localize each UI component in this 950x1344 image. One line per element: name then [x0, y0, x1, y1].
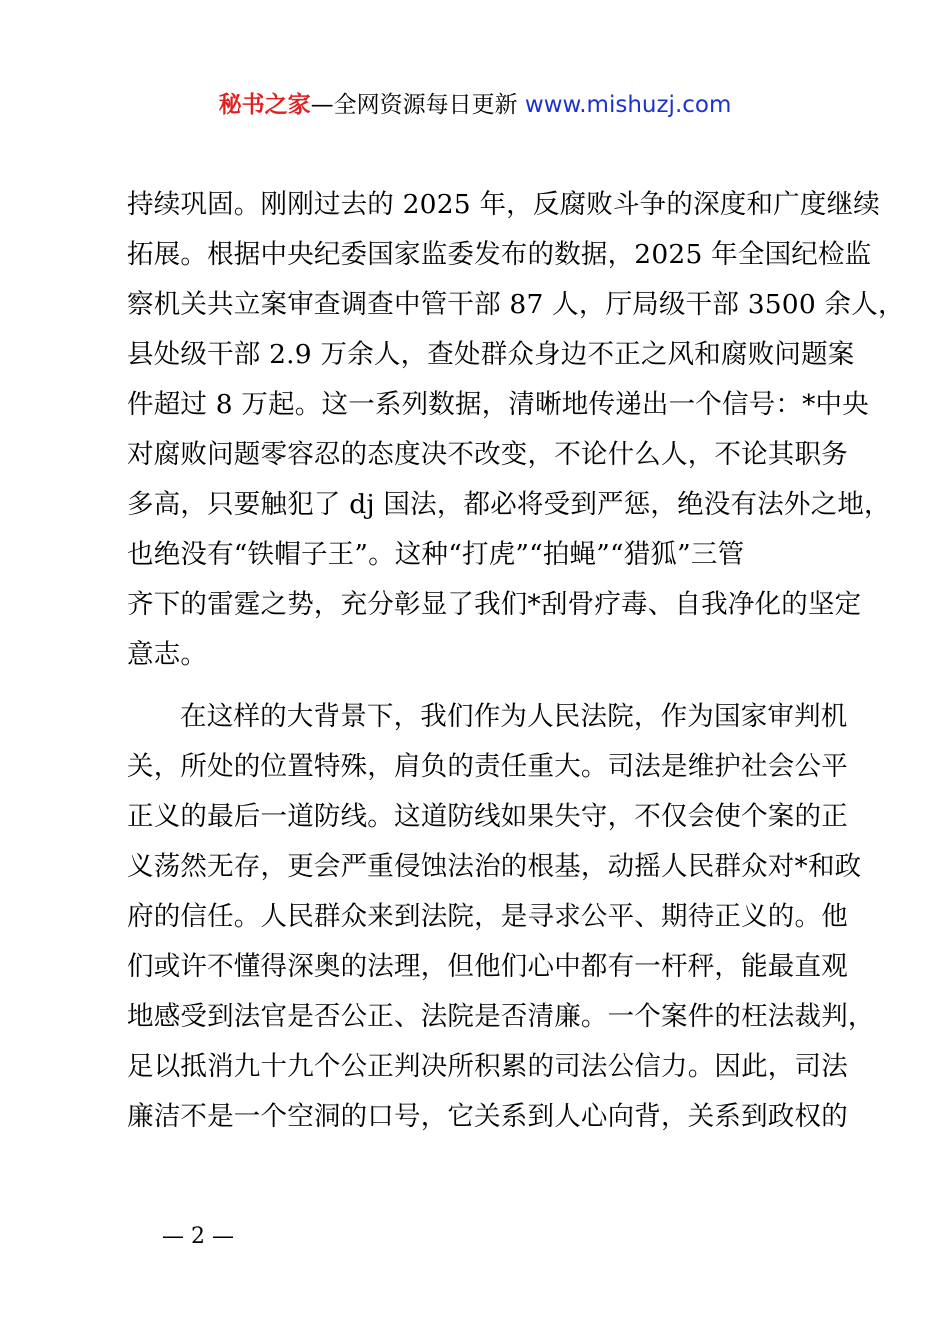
text-line: 也绝没有“铁帽子王”。这种“打虎”“拍蝇”“猎狐”三管: [127, 539, 745, 570]
text-line: 意志。: [127, 639, 208, 670]
text-line: 拓展。根据中央纪委国家监委发布的数据，2025 年全国纪检监: [127, 239, 872, 270]
text-line: 件超过 8 万起。这一系列数据，清晰地传递出一个信号：*中央: [127, 389, 869, 420]
text-line: 义荡然无存，更会严重侵蚀法治的根基，动摇人民群众对*和政: [127, 851, 862, 882]
paragraph-1: [127, 180, 905, 680]
text-line: 关，所处的位置特殊，肩负的责任重大。司法是维护社会公平: [127, 751, 848, 782]
text-line: 在这样的大背景下，我们作为人民法院，作为国家审判机: [180, 701, 848, 732]
text-line: 正义的最后一道防线。这道防线如果失守，不仅会使个案的正: [127, 801, 848, 832]
text-line: 地感受到法官是否公正、法院是否清廉。一个案件的枉法裁判，: [127, 1001, 875, 1032]
brand-name: 秘书之家: [218, 92, 311, 118]
text-line: 对腐败问题零容忍的态度决不改变，不论什么人，不论其职务: [127, 439, 848, 470]
text-line: 县处级干部 2.9 万余人，查处群众身边不正之风和腐败问题案: [127, 339, 855, 370]
page-number: — 2 —: [162, 1224, 234, 1249]
text-line: 足以抵消九十九个公正判决所积累的司法公信力。因此，司法: [127, 1051, 848, 1082]
text-line: 齐下的雷霆之势，充分彰显了我们*刮骨疗毒、自我净化的坚定: [127, 589, 862, 620]
text-line: 府的信任。人民群众来到法院，是寻求公平、期待正义的。他: [127, 901, 848, 932]
text-line: 们或许不懂得深奥的法理，但他们心中都有一杆秤，能最直观: [127, 951, 848, 982]
header-tagline: —全网资源每日更新: [310, 92, 525, 118]
text-line: 廉洁不是一个空洞的口号，它关系到人心向背，关系到政权的: [127, 1101, 848, 1132]
document-body: [127, 180, 905, 1142]
site-url[interactable]: www.mishuzj.com: [524, 92, 732, 118]
text-line: 察机关共立案审查调查中管干部 87 人，厅局级干部 3500 余人，: [127, 289, 905, 320]
text-line: 多高，只要触犯了 dj 国法，都必将受到严惩，绝没有法外之地，: [127, 489, 891, 520]
paragraph-spacer: [127, 680, 857, 692]
paragraph-2: [127, 692, 875, 1142]
site-header: [0, 88, 950, 122]
text-line: 持续巩固。刚刚过去的 2025 年，反腐败斗争的深度和广度继续: [127, 189, 880, 220]
